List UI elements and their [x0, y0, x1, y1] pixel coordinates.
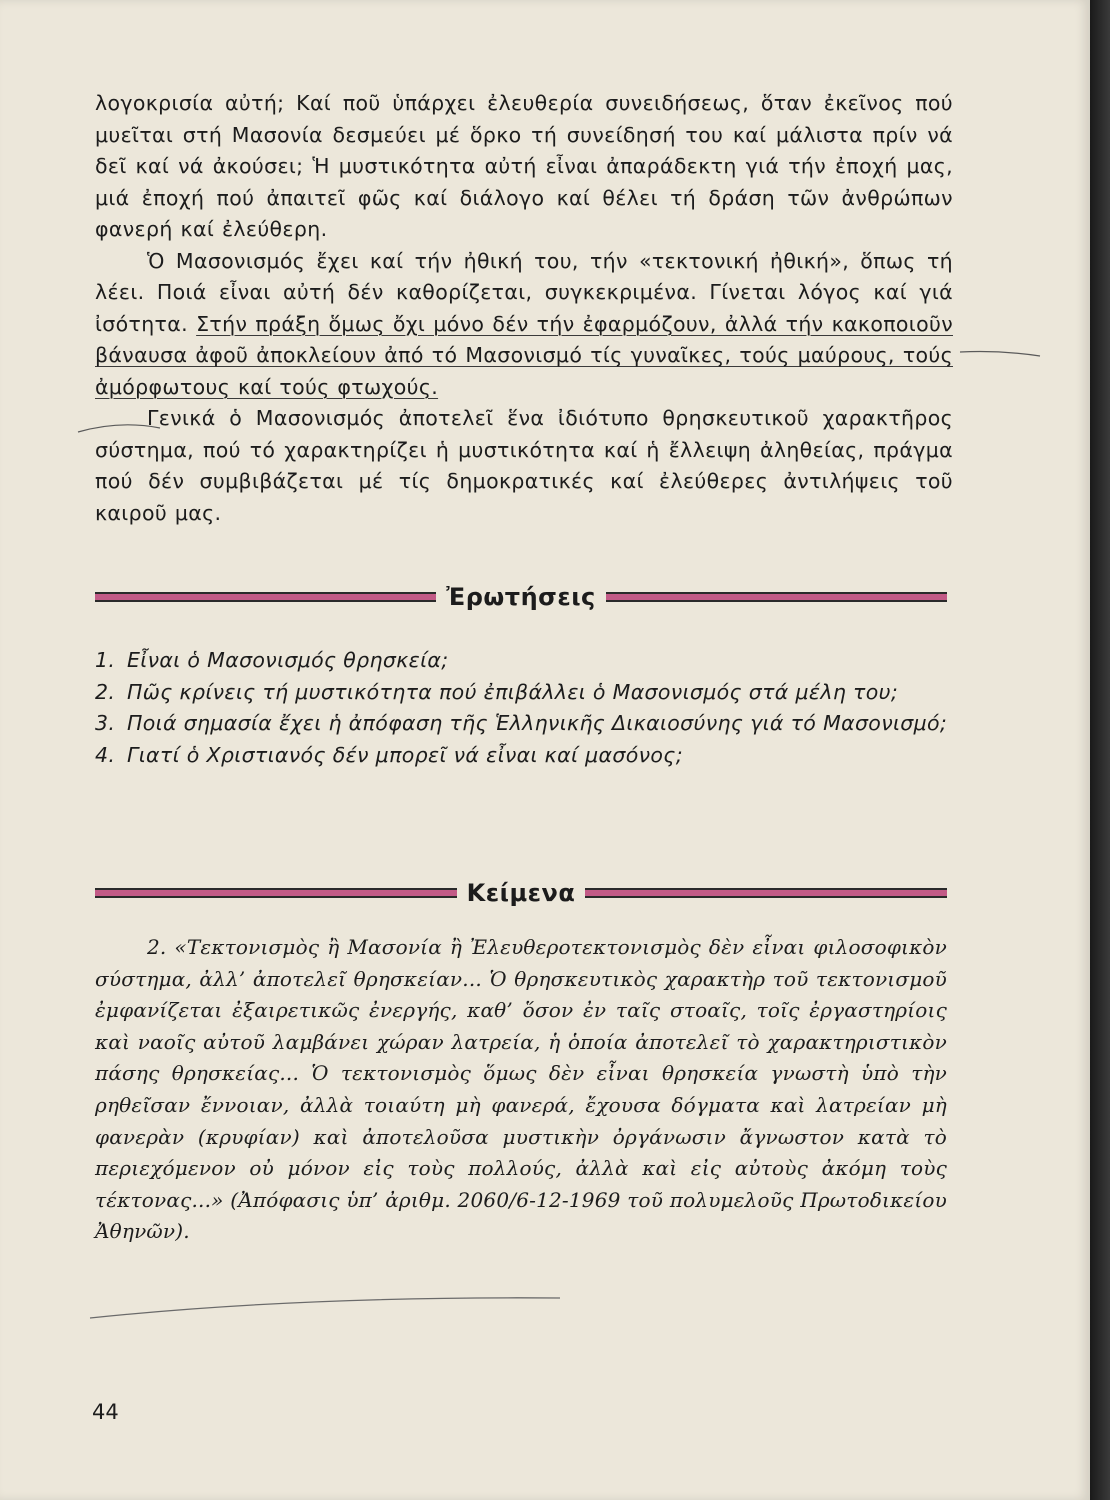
question-item [95, 740, 953, 772]
texts-heading-row [95, 873, 947, 913]
pencil-stroke-right [960, 352, 1040, 357]
pencil-stroke-bottom [90, 1298, 560, 1318]
question-text: Γιατί ὁ Χριστιανός δέν μπορεῖ νά εἶναι καί μασόνος; [127, 742, 683, 767]
questions-list [95, 645, 953, 771]
court-decision-quote: 2. «Τεκτονισμὸς ἢ Μασονία ἢ Ἐλευθεροτεκτονισμὸς δὲν εἶναι φιλοσοφικὸν σύστημα, ἀλλ’ ἀποτελεῖ θρησκείαν... Ὁ θρησκευτικὸς χαρακτὴρ τοῦ τεκτονισμοῦ ἐμφανίζεται ἐξαιρετικῶς ἐνεργής, καθ’ ὅσον ἐν ταῖς στοαῖς, τοῖς ἐργαστηρίοις καὶ ναοῖς αὐτοῦ λαμβάνει χώραν λατρεία, ἡ ὁποία ἀποτελεῖ τὸ χαρακτηριστικὸν πάσης θρησκείας... Ὁ τεκτονισμὸς ὅμως δὲν εἶναι θρησκεία γνωστὴ ὑπὸ τὴν ρηθεῖσαν ἔννοιαν, ἀλλὰ τοιαύτη μὴ φανερά, ἔχουσα δόγματα καὶ λατρείαν μὴ φανερὰν (κρυφίαν) καὶ ἀποτελοῦσα μυστικὴν ὀργάνωσιν ἄγνωστον κατὰ τὸ περιεχόμενον οὐ μόνον εἰς τοὺς πολλούς, ἀλλὰ καὶ εἰς αὐτοὺς ἀκόμη τοὺς τέκτονας...» (Ἀπόφασις ὑπ’ ἀριθμ. 2060/6-12-1969 τοῦ πολυμελοῦς Πρωτοδικείου Ἀθηνῶν). [95, 935, 947, 1244]
paragraph-3 [95, 403, 953, 529]
page-number: 44 [92, 1400, 119, 1424]
question-item [95, 677, 953, 709]
question-text: Πῶς κρίνεις τή μυστικότητα πού ἐπιβάλλει ὁ Μασονισμός στά μέλη του; [127, 679, 899, 704]
paragraph-2-text: Ὁ Μασονισμός ἔχει καί τήν ἠθική του, τήν «τεκτονική ἠθική», ὅπως τή λέει. Ποιά εἶναι αὐτή δέν καθορίζεται, συγκεκριμένα. Γίνεται λόγος καί γιά ἰσότητα. [95, 248, 953, 336]
question-item [95, 708, 953, 740]
questions-heading: Ἐρωτήσεις [446, 583, 596, 611]
paragraph-2 [95, 246, 953, 404]
intro-text [95, 88, 953, 529]
heading-rule-right [606, 592, 947, 602]
heading-rule-right [585, 888, 947, 898]
paragraph-1-text: λογοκρισία αὐτή; Καί ποῦ ὑπάρχει ἐλευθερία συνειδήσεως, ὅταν ἐκεῖνος πού μυεῖται στή Μασονία δεσμεύει μέ ὅρκο τή συνείδησή του καί μάλιστα πρίν νά δεῖ καί νά ἀκούσει; Ἡ μυστικότητα αὐτή εἶναι ἀπαράδεκτη γιά τήν ἐποχή μας, μιά ἐποχή πού ἀπαιτεῖ φῶς καί διάλογο καί θέλει τή δράση τῶν ἀνθρώπων φανερή καί ἐλεύθερη. [95, 91, 953, 241]
heading-rule-left [95, 888, 457, 898]
paragraph-2-underlined-text: Στήν πράξη ὅμως ὄχι μόνο δέν τήν ἐφαρμόζουν, ἀλλά τήν κακοποιοῦν βάναυσα ἀφοῦ ἀποκλείουν ἀπό τό Μασονισμό τίς γυναῖκες, τούς μαύρους, τούς ἀμόρφωτους καί τούς φτωχούς. [95, 311, 953, 399]
question-text: Ποιά σημασία ἔχει ἡ ἀπόφαση τῆς Ἑλληνικῆς Δικαιοσύνης γιά τό Μασονισμό; [127, 711, 948, 735]
question-number: 3. [95, 711, 116, 735]
question-number: 1. [95, 648, 116, 672]
question-number: 4. [95, 742, 116, 767]
question-text: Εἶναι ὁ Μασονισμός θρησκεία; [127, 648, 449, 672]
texts-heading: Κείμενα [466, 879, 576, 907]
heading-rule-left [95, 592, 436, 602]
book-spine-edge [1090, 0, 1110, 1500]
questions-heading-row [95, 577, 947, 617]
question-number: 2. [95, 679, 116, 704]
paragraph-3-text: Γενικά ὁ Μασονισμός ἀποτελεῖ ἕνα ἰδιότυπο θρησκευτικοῦ χαρακτῆρος σύστημα, πού τό χαρακτηρίζει ἡ μυστικότητα καί ἡ ἔλλειψη ἀληθείας, πράγμα πού δέν συμβιβάζεται μέ τίς δημοκρατικές καί ἐλεύθερες ἀντιλήψεις τοῦ καιροῦ μας. [95, 406, 953, 525]
question-item [95, 645, 953, 677]
paragraph-1 [95, 88, 953, 246]
